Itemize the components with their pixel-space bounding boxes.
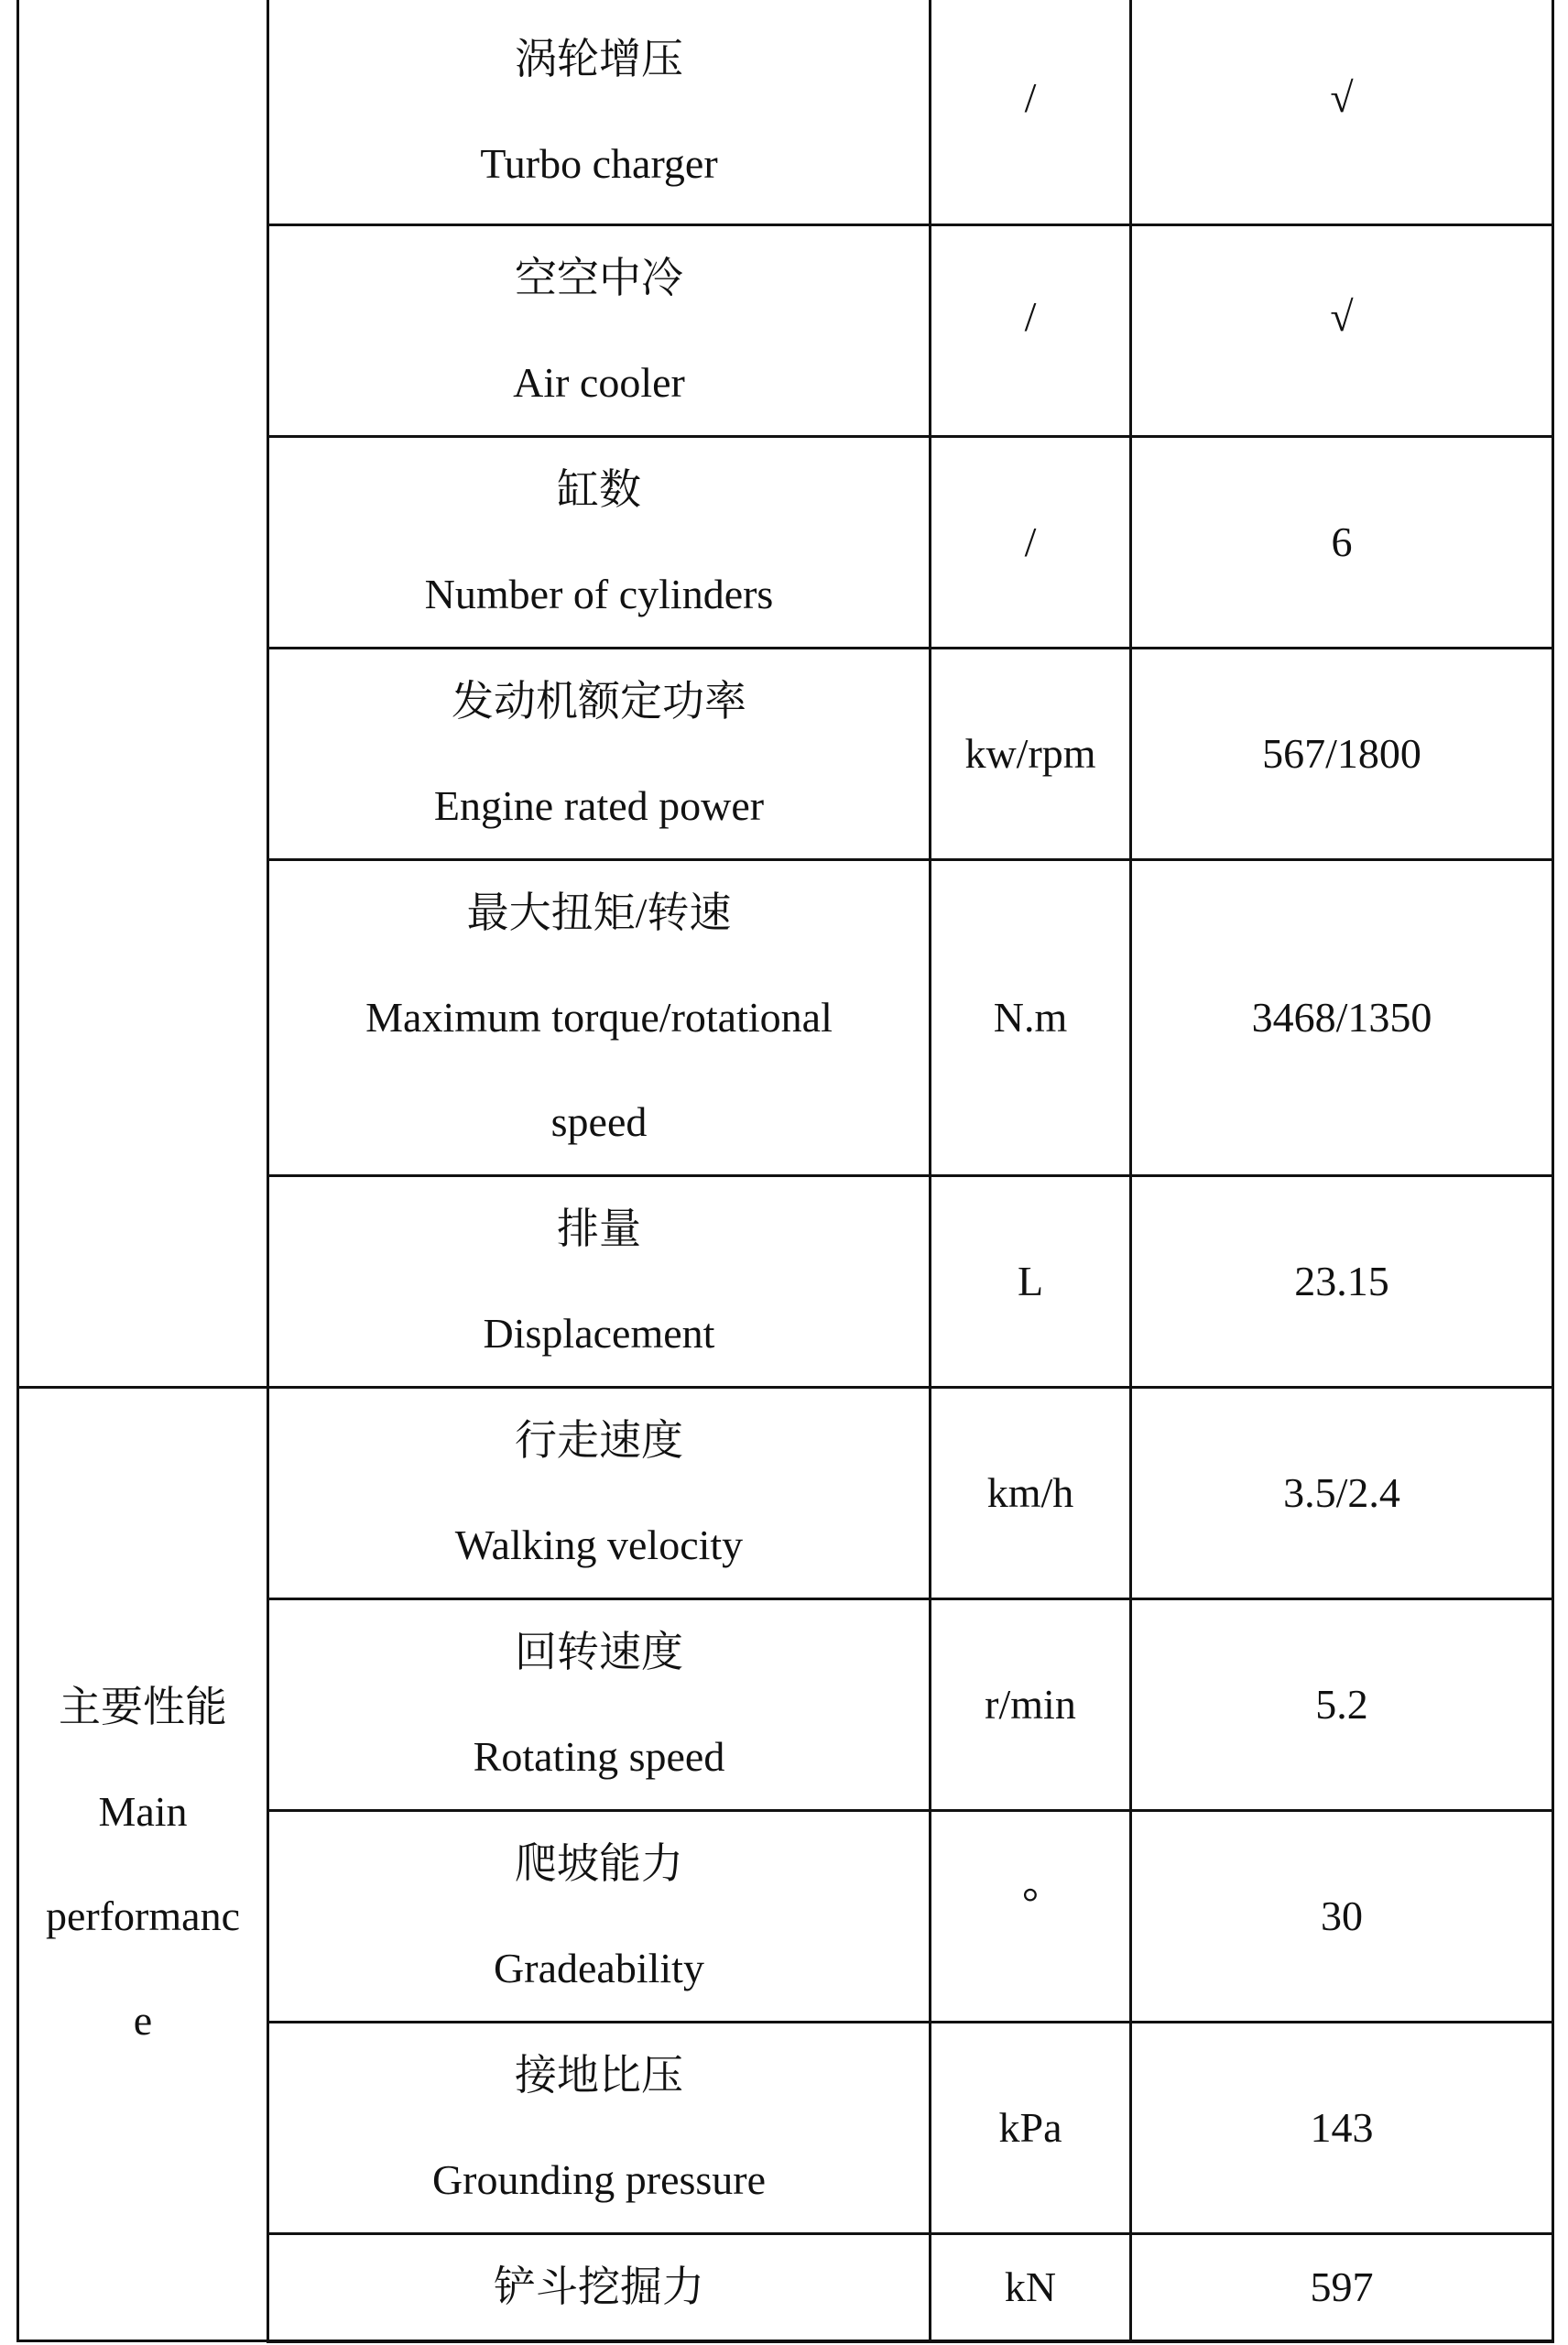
item-name-en: Walking velocity bbox=[454, 1521, 744, 1568]
value-cell: 143 bbox=[1131, 2022, 1553, 2233]
item-name-zh: 最大扭矩/转速 bbox=[466, 889, 732, 936]
item-cell bbox=[268, 1175, 931, 1387]
unit-cell: kPa bbox=[931, 2022, 1131, 2233]
item-cell bbox=[268, 1387, 931, 1598]
unit-cell: L bbox=[931, 1175, 1131, 1387]
item-name-zh: 空空中冷 bbox=[515, 254, 683, 301]
item-cell bbox=[268, 2233, 931, 2341]
item-cell bbox=[268, 1810, 931, 2022]
item-name-en: Engine rated power bbox=[433, 781, 765, 829]
table-row bbox=[18, 0, 1553, 224]
item-name-zh: 接地比压 bbox=[515, 2051, 683, 2099]
item-name-en: Maximum torque/rotational bbox=[365, 993, 833, 1041]
category-label-en: e bbox=[133, 1996, 153, 2044]
item-name-zh: 涡轮增压 bbox=[515, 35, 683, 82]
spec-table bbox=[16, 0, 1554, 2343]
unit-cell: / bbox=[931, 0, 1131, 224]
item-cell bbox=[268, 859, 931, 1175]
item-cell bbox=[268, 224, 931, 436]
item-name-zh: 缸数 bbox=[557, 465, 641, 513]
value-cell: 30 bbox=[1131, 1810, 1553, 2022]
item-name-zh: 排量 bbox=[557, 1205, 641, 1252]
unit-cell: km/h bbox=[931, 1387, 1131, 1598]
category-cell-engine bbox=[18, 0, 268, 1387]
category-label-zh: 主要性能 bbox=[59, 1683, 227, 1730]
value-cell: 23.15 bbox=[1131, 1175, 1553, 1387]
item-name-zh: 爬坡能力 bbox=[515, 1839, 683, 1887]
table-row bbox=[18, 1387, 1553, 1598]
item-name-en: Turbo charger bbox=[480, 139, 718, 187]
item-cell bbox=[268, 2022, 931, 2233]
item-cell bbox=[268, 0, 931, 224]
value-cell: 5.2 bbox=[1131, 1598, 1553, 1810]
value-cell: 567/1800 bbox=[1131, 648, 1553, 859]
value-cell: 3468/1350 bbox=[1131, 859, 1553, 1175]
item-name-zh: 发动机额定功率 bbox=[452, 677, 746, 725]
value-cell: √ bbox=[1131, 0, 1553, 224]
unit-cell: / bbox=[931, 436, 1131, 648]
value-cell: 3.5/2.4 bbox=[1131, 1387, 1553, 1598]
item-name-zh: 铲斗挖掘力 bbox=[494, 2263, 704, 2310]
item-name-en: Displacement bbox=[483, 1309, 715, 1357]
item-cell bbox=[268, 436, 931, 648]
item-name-en-continued: speed bbox=[550, 1097, 648, 1145]
category-label-en: performanc bbox=[46, 1892, 240, 1939]
item-name-en: Grounding pressure bbox=[431, 2155, 767, 2203]
value-cell: 597 bbox=[1131, 2233, 1553, 2341]
unit-cell: ° bbox=[931, 1810, 1131, 2022]
unit-cell: / bbox=[931, 224, 1131, 436]
category-label-en: Main bbox=[98, 1787, 188, 1835]
item-name-zh: 回转速度 bbox=[515, 1628, 683, 1675]
value-cell: 6 bbox=[1131, 436, 1553, 648]
item-name-en: Rotating speed bbox=[473, 1732, 725, 1780]
item-name-en: Number of cylinders bbox=[424, 570, 774, 617]
unit-cell: kw/rpm bbox=[931, 648, 1131, 859]
unit-cell: N.m bbox=[931, 859, 1131, 1175]
unit-cell: r/min bbox=[931, 1598, 1131, 1810]
item-cell bbox=[268, 1598, 931, 1810]
value-cell: √ bbox=[1131, 224, 1553, 436]
unit-cell: kN bbox=[931, 2233, 1131, 2341]
item-cell bbox=[268, 648, 931, 859]
item-name-en: Gradeability bbox=[494, 1944, 704, 1991]
item-name-zh: 行走速度 bbox=[515, 1416, 683, 1464]
item-name-en: Air cooler bbox=[513, 358, 685, 406]
category-cell-main-performance bbox=[18, 1387, 268, 2341]
